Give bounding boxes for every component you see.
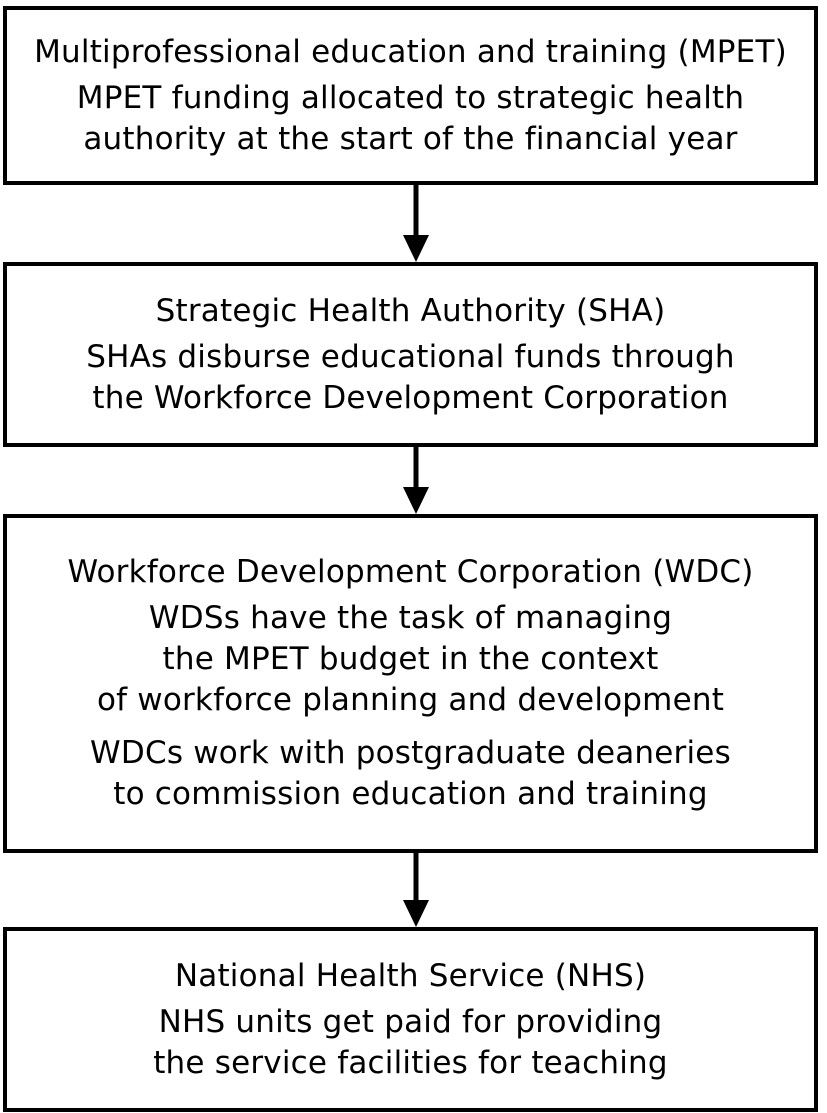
arrow-down-icon — [396, 853, 436, 927]
sha-description — [86, 337, 735, 419]
mpet-description — [77, 78, 744, 160]
mpet-description-line: authority at the start of the financial year — [83, 120, 738, 157]
mpet-box — [3, 6, 818, 185]
wdc-description-line: the MPET budget in the context — [162, 641, 659, 677]
wdc-box — [3, 514, 818, 853]
wdc-description-line: WDCs work with postgraduate deaneries — [90, 735, 731, 771]
nhs-description-line: NHS units get paid for providing — [158, 1003, 663, 1040]
wdc-description-1 — [97, 598, 724, 721]
mpet-title: Multiprofessional education and training (MPET) — [34, 33, 787, 70]
sha-description-line: SHAs disburse educational funds through — [86, 338, 735, 375]
nhs-title: National Health Service (NHS) — [174, 957, 647, 994]
nhs-description — [153, 1002, 668, 1084]
nhs-description-line: the service facilities for teaching — [153, 1044, 668, 1081]
mpet-description-line: MPET funding allocated to strategic health — [76, 79, 745, 116]
wdc-description-line: WDSs have the task of managing — [148, 600, 673, 636]
nhs-box — [3, 927, 818, 1112]
sha-box — [3, 262, 818, 447]
sha-description-line: the Workforce Development Corporation — [92, 379, 729, 416]
arrow-down-icon — [396, 447, 436, 514]
wdc-description-line: of workforce planning and development — [96, 682, 725, 718]
arrow-down-icon — [396, 185, 436, 262]
wdc-description-2 — [90, 733, 731, 815]
wdc-title: Workforce Development Corporation (WDC) — [67, 554, 754, 590]
wdc-description-line: to commission education and training — [113, 776, 708, 812]
sha-title: Strategic Health Authority (SHA) — [155, 292, 666, 329]
